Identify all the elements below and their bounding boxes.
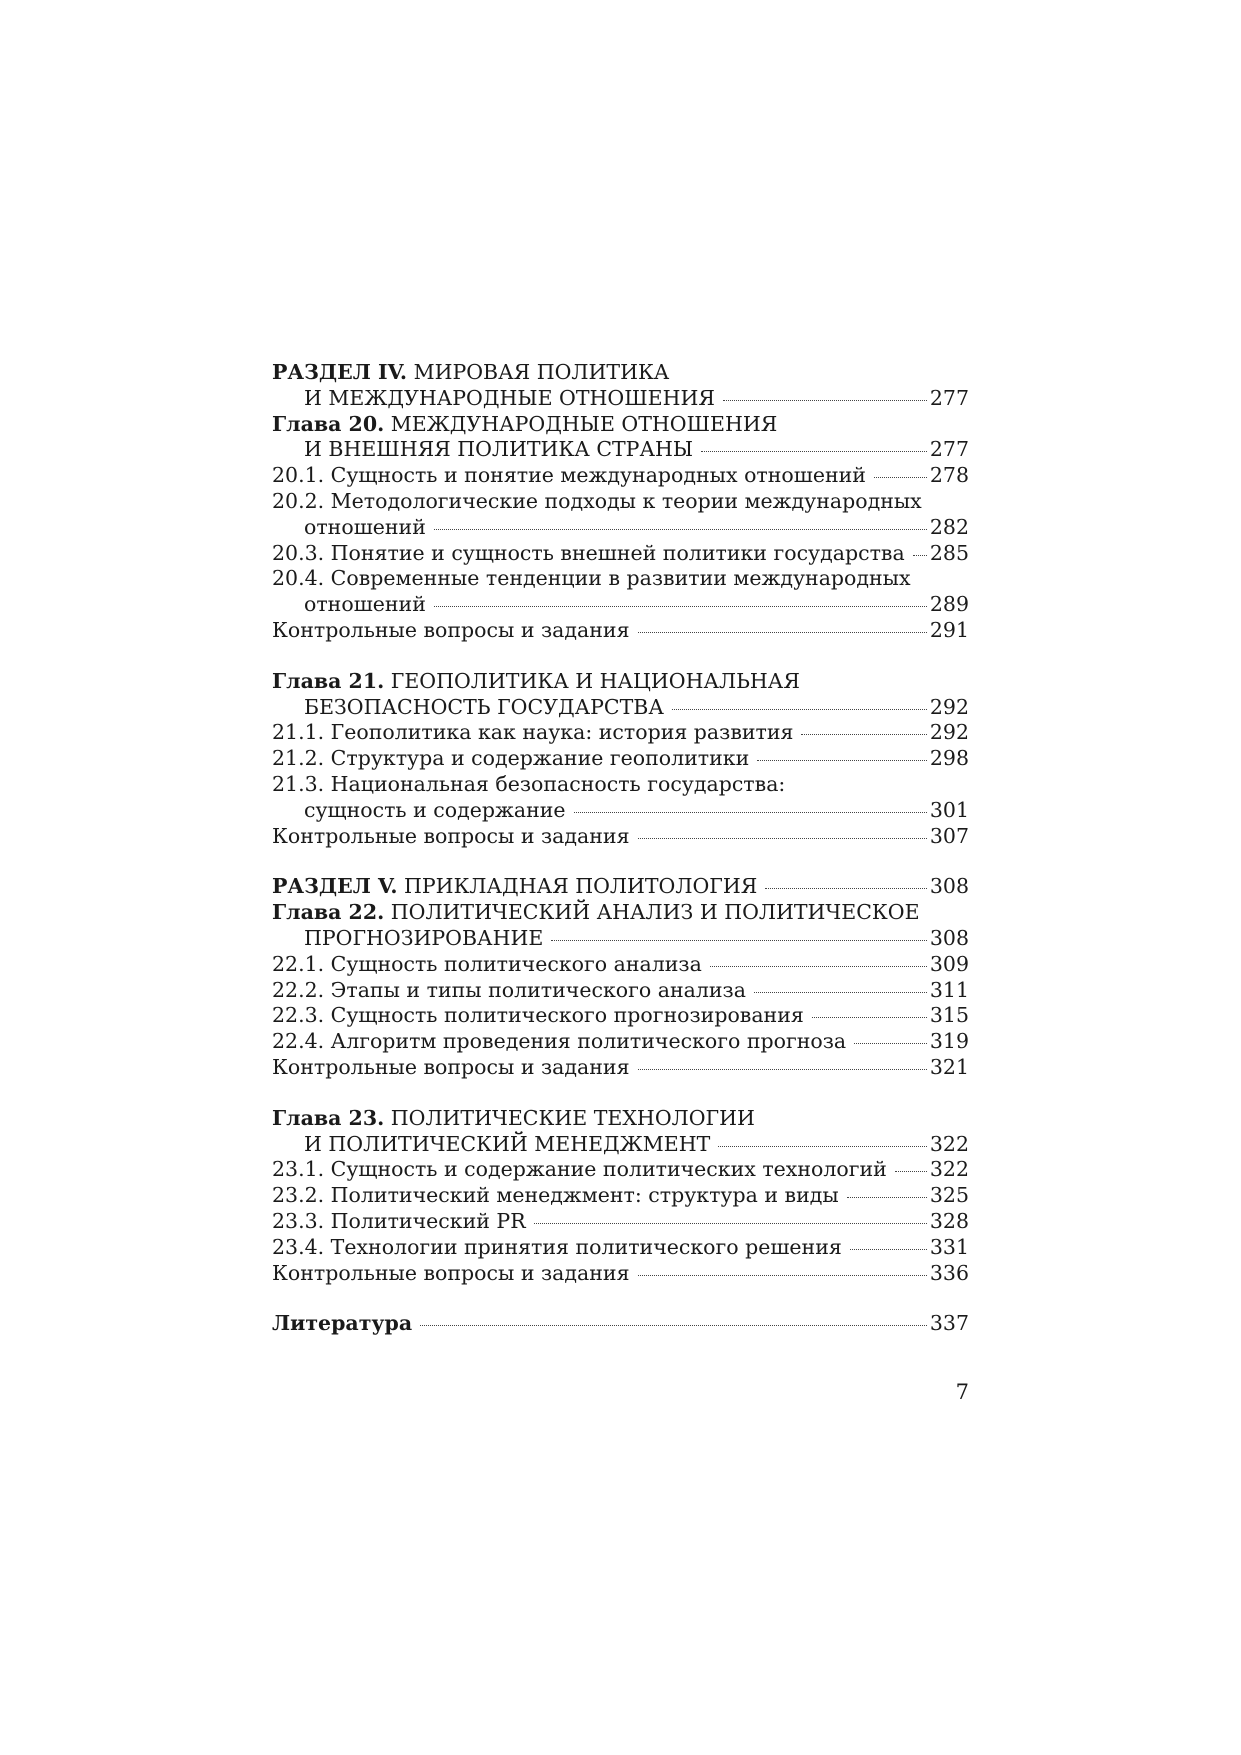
part-label: РАЗДЕЛ V. [272, 874, 398, 899]
toc-item[interactable] [272, 541, 969, 567]
toc-item[interactable] [272, 1157, 969, 1183]
dot-leader [801, 734, 926, 735]
page-ref: 311 [929, 977, 969, 1002]
toc-chapter-20[interactable] [272, 412, 969, 464]
page-ref: 307 [929, 823, 969, 848]
toc-part-4[interactable] [272, 360, 969, 412]
item-title: Контрольные вопросы и задания [272, 1260, 630, 1285]
dot-leader [854, 1043, 927, 1044]
page-ref: 291 [929, 617, 969, 642]
spacer [272, 849, 969, 874]
toc-item[interactable] [272, 978, 969, 1004]
page-ref: 298 [929, 746, 969, 771]
item-title-cont: отношений [304, 514, 426, 539]
toc-item[interactable] [272, 952, 969, 978]
dot-leader [895, 1171, 927, 1172]
dot-leader [723, 400, 927, 401]
page-ref: 325 [929, 1183, 969, 1208]
dot-leader [638, 838, 927, 839]
spacer [272, 1286, 969, 1311]
part-title: ПРИКЛАДНАЯ ПОЛИТОЛОГИЯ [404, 874, 758, 899]
page-ref: 308 [929, 925, 969, 950]
dot-leader [672, 709, 927, 710]
toc-chapter-22[interactable] [272, 900, 969, 952]
item-title: 22.4. Алгоритм проведения политического прогноза [272, 1029, 847, 1054]
toc-item[interactable] [272, 463, 969, 489]
page-ref: 308 [929, 874, 969, 899]
dot-leader [534, 1223, 927, 1224]
chapter-title-cont: БЕЗОПАСНОСТЬ ГОСУДАРСТВА [304, 694, 664, 719]
toc-item[interactable] [272, 566, 969, 618]
dot-leader [718, 1146, 927, 1147]
toc-item[interactable] [272, 1055, 969, 1081]
dot-leader [574, 812, 927, 813]
page-ref: 331 [929, 1234, 969, 1259]
toc-item[interactable] [272, 1029, 969, 1055]
item-title: 20.1. Сущность и понятие международных отношений [272, 463, 866, 488]
item-title: Контрольные вопросы и задания [272, 617, 630, 642]
item-title: 23.4. Технологии принятия политического решения [272, 1234, 842, 1259]
page-ref: 277 [929, 437, 969, 462]
toc-chapter-21[interactable] [272, 669, 969, 721]
dot-leader [701, 451, 927, 452]
page-ref: 322 [929, 1131, 969, 1156]
chapter-title: ПОЛИТИЧЕСКИЕ ТЕХНОЛОГИИ [390, 1105, 755, 1130]
item-title: 20.2. Методологические подходы к теории международных [272, 488, 922, 513]
item-title: 20.4. Современные тенденции в развитии международных [272, 566, 911, 591]
dot-leader [638, 1275, 927, 1276]
toc-item[interactable] [272, 618, 969, 644]
table-of-contents [272, 360, 969, 1337]
spacer [272, 644, 969, 669]
chapter-label: Глава 23. [272, 1105, 385, 1130]
part-title-cont: И МЕЖДУНАРОДНЫЕ ОТНОШЕНИЯ [304, 385, 715, 410]
item-title: 20.3. Понятие и сущность внешней политики государства [272, 540, 905, 565]
toc-literature[interactable] [272, 1311, 969, 1337]
chapter-label: Глава 20. [272, 411, 385, 436]
dot-leader [638, 632, 927, 633]
literature-label: Литература [272, 1311, 413, 1336]
item-title: 23.3. Политический PR [272, 1208, 526, 1233]
page-ref: 278 [929, 463, 969, 488]
page-ref: 315 [929, 1003, 969, 1028]
item-title: Контрольные вопросы и задания [272, 1054, 630, 1079]
dot-leader [812, 1017, 927, 1018]
page-ref: 336 [929, 1260, 969, 1285]
chapter-title: МЕЖДУНАРОДНЫЕ ОТНОШЕНИЯ [390, 411, 778, 436]
dot-leader [434, 606, 927, 607]
toc-item[interactable] [272, 746, 969, 772]
page-ref: 337 [929, 1311, 969, 1336]
chapter-title-cont: И ПОЛИТИЧЕСКИЙ МЕНЕДЖМЕНТ [304, 1131, 711, 1156]
chapter-title-cont: И ВНЕШНЯЯ ПОЛИТИКА СТРАНЫ [304, 437, 694, 462]
dot-leader [434, 529, 927, 530]
page-ref: 292 [929, 720, 969, 745]
part-label: РАЗДЕЛ IV. [272, 360, 408, 384]
item-title: 22.2. Этапы и типы политического анализа [272, 977, 746, 1002]
chapter-label: Глава 22. [272, 900, 385, 925]
item-title: 21.1. Геополитика как наука: история развития [272, 720, 794, 745]
dot-leader [847, 1197, 927, 1198]
chapter-title: ГЕОПОЛИТИКА И НАЦИОНАЛЬНАЯ [390, 668, 800, 693]
dot-leader [874, 477, 927, 478]
page-ref: 277 [929, 385, 969, 410]
dot-leader [757, 760, 927, 761]
page-ref: 292 [929, 694, 969, 719]
dot-leader [850, 1249, 927, 1250]
item-title-cont: сущность и содержание [304, 797, 566, 822]
page-ref: 321 [929, 1054, 969, 1079]
page-ref: 328 [929, 1208, 969, 1233]
part-title: МИРОВАЯ ПОЛИТИКА [413, 360, 670, 384]
page-ref: 285 [929, 540, 969, 565]
dot-leader [710, 966, 927, 967]
item-title: 22.3. Сущность политического прогнозирования [272, 1003, 804, 1028]
page-ref: 301 [929, 797, 969, 822]
toc-item[interactable] [272, 1003, 969, 1029]
toc-chapter-23[interactable] [272, 1106, 969, 1158]
item-title-cont: отношений [304, 592, 426, 617]
dot-leader [420, 1325, 927, 1326]
chapter-label: Глава 21. [272, 668, 385, 693]
toc-item[interactable] [272, 772, 969, 824]
page-ref: 282 [929, 514, 969, 539]
dot-leader [765, 888, 927, 889]
page-ref: 289 [929, 592, 969, 617]
item-title: Контрольные вопросы и задания [272, 823, 630, 848]
toc-item[interactable] [272, 1183, 969, 1209]
toc-part-5[interactable] [272, 874, 969, 900]
page-number: 7 [955, 1380, 969, 1404]
toc-item[interactable] [272, 489, 969, 541]
dot-leader [638, 1069, 927, 1070]
dot-leader [913, 555, 927, 556]
dot-leader [754, 992, 927, 993]
page-ref: 309 [929, 951, 969, 976]
chapter-title: ПОЛИТИЧЕСКИЙ АНАЛИЗ И ПОЛИТИЧЕСКОЕ [390, 900, 920, 925]
toc-item[interactable] [272, 1209, 969, 1235]
item-title: 21.3. Национальная безопасность государства: [272, 771, 786, 796]
dot-leader [551, 940, 927, 941]
page-ref: 319 [929, 1029, 969, 1054]
toc-item[interactable] [272, 1235, 969, 1261]
toc-item[interactable] [272, 720, 969, 746]
toc-item[interactable] [272, 1261, 969, 1287]
item-title: 23.1. Сущность и содержание политических технологий [272, 1157, 887, 1182]
item-title: 23.2. Политический менеджмент: структура и виды [272, 1183, 839, 1208]
item-title: 21.2. Структура и содержание геополитики [272, 746, 750, 771]
item-title: 22.1. Сущность политического анализа [272, 951, 702, 976]
spacer [272, 1081, 969, 1106]
page-ref: 322 [929, 1157, 969, 1182]
chapter-title-cont: ПРОГНОЗИРОВАНИЕ [304, 925, 544, 950]
toc-item[interactable] [272, 824, 969, 850]
